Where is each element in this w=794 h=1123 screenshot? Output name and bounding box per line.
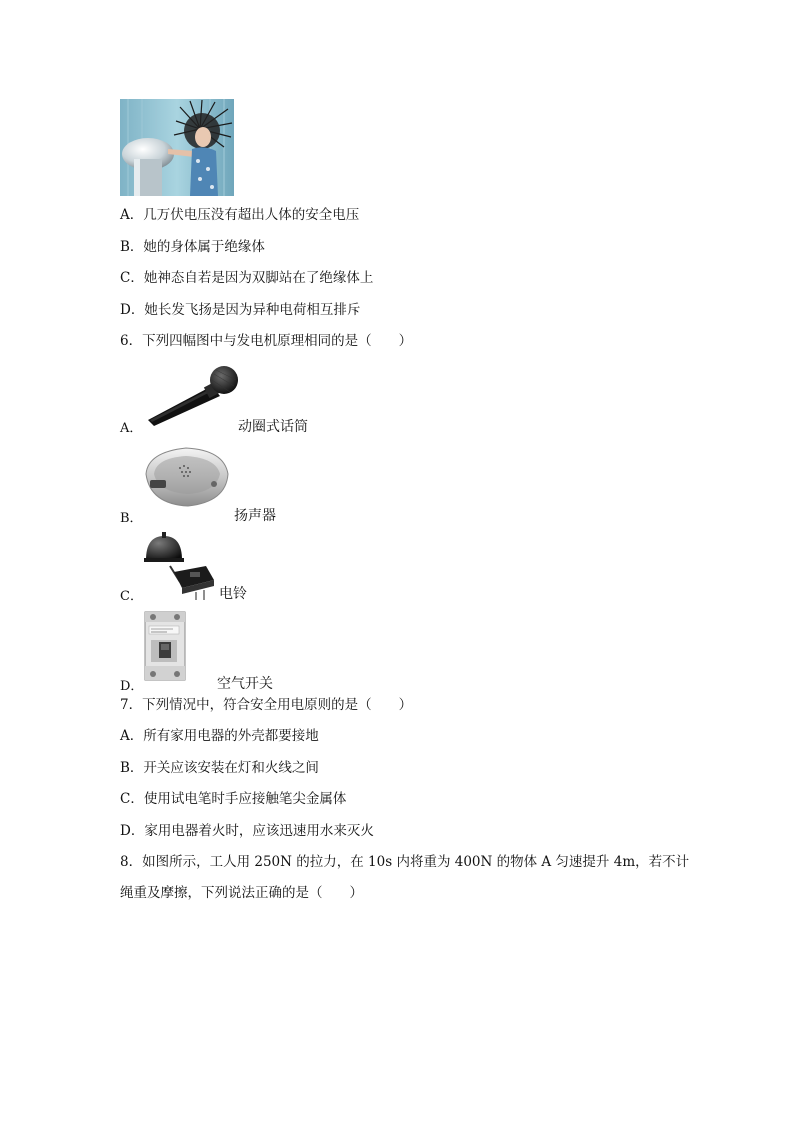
q7-option-b: B．开关应该安装在灯和火线之间 bbox=[120, 760, 319, 776]
q6-option-b-caption: 扬声器 bbox=[234, 508, 276, 524]
microphone-photo bbox=[140, 362, 240, 428]
q5-option-d: D．她长发飞扬是因为异种电荷相互排斥 bbox=[120, 302, 361, 318]
q8-stem-line1: 8．如图所示，工人用 250N 的拉力，在 10s 内将重为 400N 的物体 A 匀速提升 4m，若不计 bbox=[120, 854, 690, 870]
q6-option-b-letter: B． bbox=[120, 511, 143, 526]
q5-option-a: A．几万伏电压没有超出人体的安全电压 bbox=[120, 207, 360, 223]
q6-option-d-caption: 空气开关 bbox=[217, 676, 273, 692]
speaker-photo bbox=[140, 444, 232, 514]
q5-option-c: C．她神态自若是因为双脚站在了绝缘体上 bbox=[120, 270, 374, 286]
q6-option-c-letter: C． bbox=[120, 589, 143, 604]
q7-stem: 7．下列情况中，符合安全用电原则的是（ ） bbox=[120, 697, 413, 713]
van-de-graaff-photo bbox=[120, 99, 234, 196]
q6-option-d-letter: D． bbox=[120, 679, 144, 694]
q8-stem-line2: 绳重及摩擦，下列说法正确的是（ ） bbox=[120, 885, 363, 901]
q6-option-c-caption: 电铃 bbox=[219, 586, 247, 602]
electric-bell-photo bbox=[140, 530, 220, 602]
q7-option-a: A．所有家用电器的外壳都要接地 bbox=[120, 728, 319, 744]
q6-stem: 6．下列四幅图中与发电机原理相同的是（ ） bbox=[120, 333, 413, 349]
circuit-breaker-photo bbox=[143, 610, 189, 682]
q7-option-d: D．家用电器着火时，应该迅速用水来灭火 bbox=[120, 823, 374, 839]
q6-option-a-letter: A． bbox=[120, 421, 143, 436]
q6-option-a-caption: 动圈式话筒 bbox=[238, 419, 308, 435]
q5-option-b: B．她的身体属于绝缘体 bbox=[120, 239, 265, 255]
q7-option-c: C．使用试电笔时手应接触笔尖金属体 bbox=[120, 791, 347, 807]
